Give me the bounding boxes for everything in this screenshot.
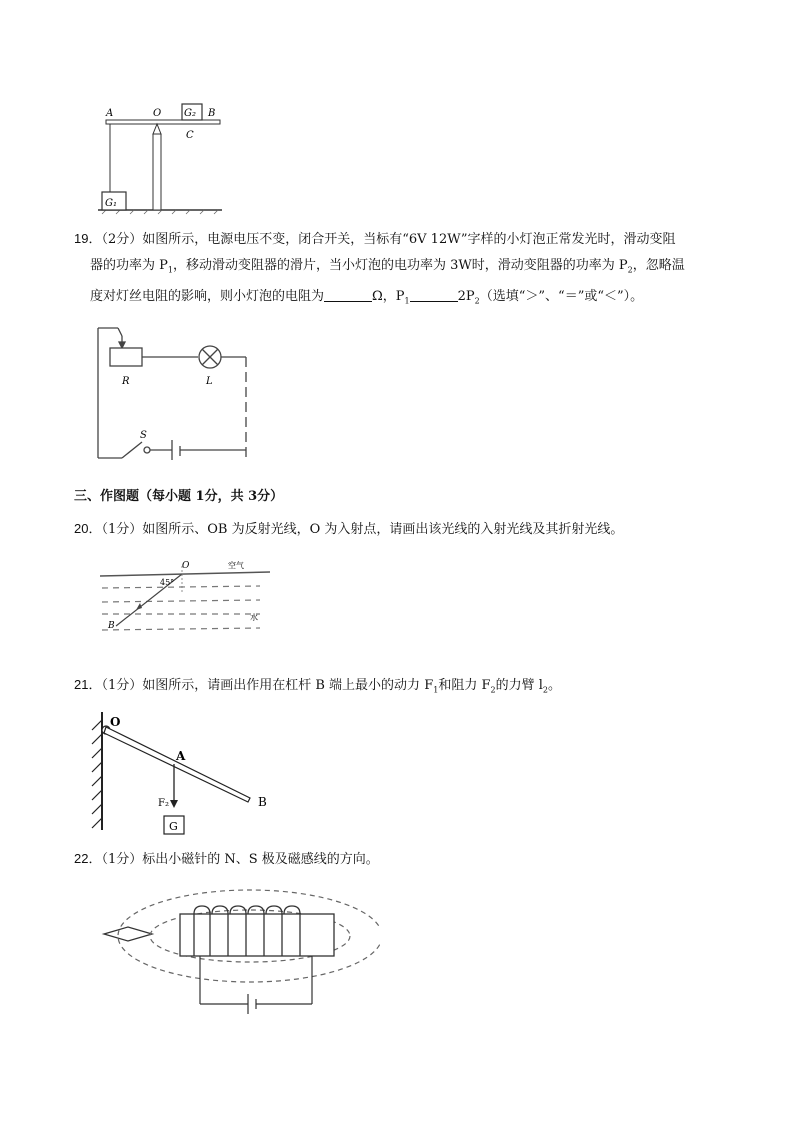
fig18-label-A: A — [106, 108, 114, 119]
circuit-figure-q19 — [92, 322, 252, 468]
q19-line-2: 器的功率为 $P_1$，移动滑动变阻器的滑片，当小灯泡的电功率为 3W时，滑动变阻器的功率为 $P_2$，忽略温 — [90, 258, 685, 275]
q20-fig-label-angle: 45° — [160, 578, 175, 587]
q19-fig-label-R: R — [122, 376, 130, 387]
fig18-label-O: O — [153, 108, 162, 119]
compass-needle-icon — [104, 927, 152, 941]
fig18-label-G2: G₂ — [184, 108, 196, 119]
q21-fig-label-G: G — [169, 820, 178, 833]
question-19 — [74, 226, 734, 314]
question-22: 22．（1分）标出小磁针的 N、S 极及磁感线的方向。 — [74, 851, 379, 867]
q21-fig-label-F2: F₂ — [158, 798, 169, 809]
refraction-figure-q20 — [96, 556, 276, 638]
question-21: 21．（1分）如图所示，请画出作用在杠杆 B 端上最小的动力 $F_1$和阻力 $F_2$的力臂 $l_2$。 — [74, 677, 561, 695]
fig18-label-B: B — [208, 108, 216, 119]
q19-answer-blank-resistance[interactable] — [324, 287, 372, 302]
section-3-title: 三、作图题（每小题 1分，共 3分） — [74, 489, 284, 504]
q21-fig-label-O: O — [110, 715, 121, 729]
q19-line-3: 度对灯丝电阻的影响，则小灯泡的电阻为 Ω，$P_1$ $2P_2$（选填“＞”、“＝”或“＜”）。 — [90, 288, 644, 306]
q21-fig-label-B: B — [258, 795, 267, 809]
q21-fig-label-A: A — [176, 749, 186, 763]
q19-fig-label-L: L — [206, 376, 213, 387]
q19-answer-blank-compare[interactable] — [410, 287, 458, 302]
fig18-label-G1: G₁ — [105, 198, 117, 209]
q19-fig-label-S: S — [140, 430, 147, 441]
q19-line-1: 19．（2分）如图所示，电源电压不变，闭合开关，当标有“6V 12W”字样的小灯泡正常发光时，滑动变阻 — [74, 231, 676, 247]
q20-fig-label-O: O — [182, 561, 190, 571]
q20-fig-label-water: 水 — [250, 613, 258, 622]
question-20: 20．（1分）如图所示、OB 为反射光线，O 为入射点，请画出该光线的入射光线及其折射光线。 — [74, 521, 624, 537]
fig18-label-C: C — [186, 130, 194, 141]
solenoid-figure-q22 — [100, 884, 380, 1016]
lever-balance-figure — [96, 98, 226, 218]
lever-figure-q21 — [84, 708, 284, 840]
q20-fig-label-air: 空气 — [228, 561, 244, 570]
q20-fig-label-B: B — [108, 621, 115, 631]
